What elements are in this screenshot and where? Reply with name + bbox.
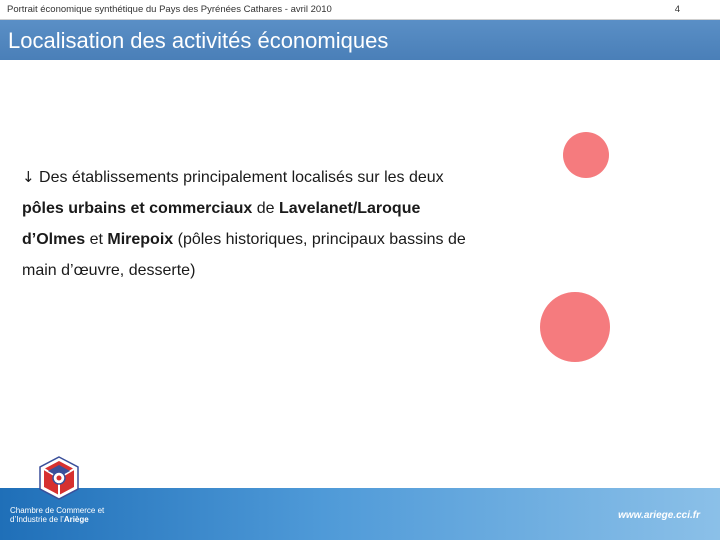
text-segment: Des établissements principalement localisés sur les deux	[34, 169, 444, 186]
text-segment-bold: pôles urbains et commerciaux	[22, 200, 253, 217]
page-number: 4	[674, 4, 680, 15]
org-line-2: d’Industrie de l’	[10, 515, 64, 524]
org-line-1: Chambre de Commerce et	[10, 506, 105, 515]
arrow-down-icon: ↓	[22, 168, 35, 186]
organization-name	[10, 506, 130, 524]
bullet-paragraph	[22, 162, 472, 286]
decorative-circle-large	[540, 292, 610, 362]
title-band	[0, 20, 720, 60]
text-segment: et	[85, 231, 108, 248]
cci-logo-icon	[38, 456, 80, 500]
text-segment-bold: Mirepoix	[107, 231, 174, 248]
document-subtitle: Portrait économique synthétique du Pays des Pyrénées Cathares - avril 2010	[7, 4, 332, 15]
text-segment: (pôles historiques, principaux bassins de main d’œuvre, desserte)	[22, 231, 466, 279]
text-segment: de	[252, 200, 279, 217]
text-segment-bold: Lavelanet/Laroque d’Olmes	[22, 200, 421, 248]
footer-band	[0, 488, 720, 540]
slide-title: Localisation des activités économiques	[8, 28, 389, 53]
decorative-circle-small	[563, 132, 609, 178]
website-link[interactable]: www.ariege.cci.fr	[618, 510, 700, 521]
org-line-2-bold: Ariège	[63, 515, 89, 524]
